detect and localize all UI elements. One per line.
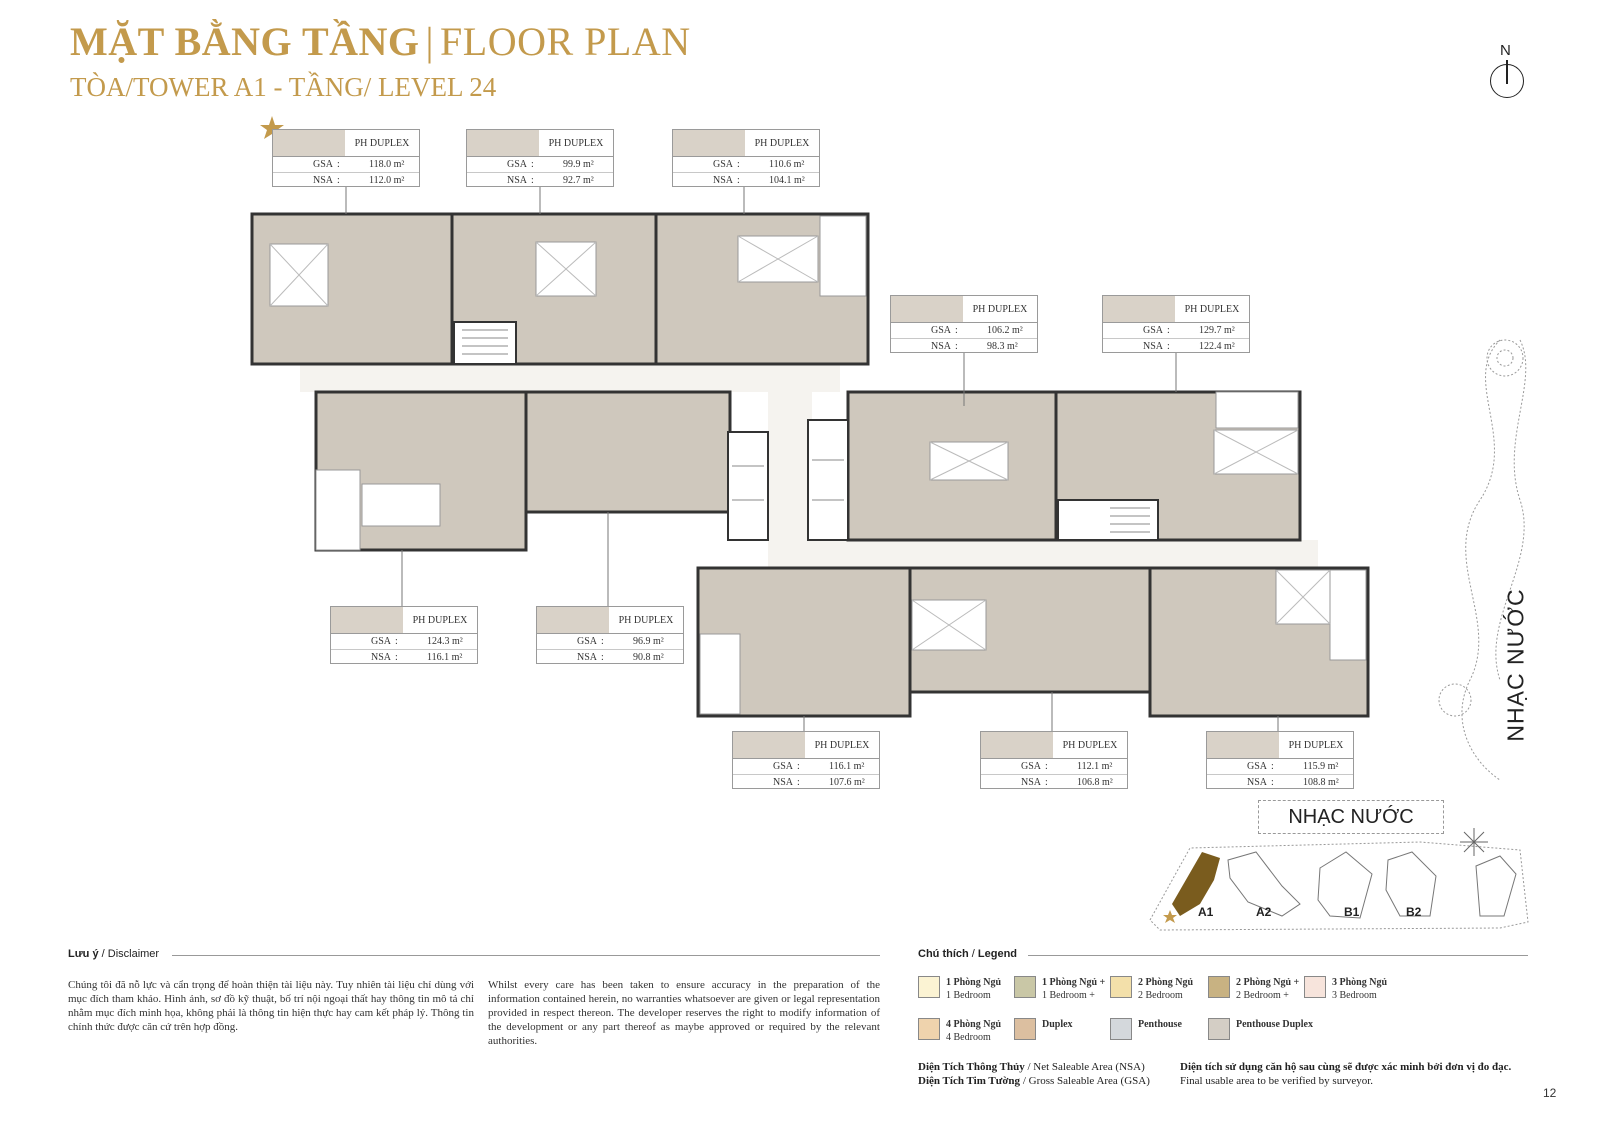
- disclaimer-text-en: Whilst every care has been taken to ensure accuracy in the preparation of the information contained herein, no warranties whatsoever are given or legal representation provided in respect thereon. The developer reserves the right to modify information of the development or any part thereof as maybe approved or required by the relevant authorities.: [488, 979, 880, 1047]
- key-label-b2: B2: [1406, 905, 1422, 919]
- gsa-value: 124.3 m²: [427, 636, 463, 647]
- legend-item-en: 1 Bedroom: [946, 990, 991, 1001]
- void: [362, 484, 440, 526]
- nsa-label: NSA: [1020, 777, 1041, 788]
- legend-swatch: [1208, 1018, 1230, 1040]
- gsa-label: GSA: [312, 159, 333, 170]
- legend-item-en: 4 Bedroom: [946, 1032, 991, 1043]
- disclaimer-heading-sep: /: [98, 948, 108, 960]
- corridor: [768, 540, 1318, 570]
- north-label: N: [1500, 42, 1511, 59]
- gsa-label: GSA: [506, 159, 527, 170]
- disclaimer-heading: [68, 948, 159, 960]
- gsa-value: 110.6 m²: [769, 159, 805, 170]
- unit-type: PH DUPLEX: [1288, 739, 1344, 751]
- unit-type: PH DUPLEX: [412, 614, 468, 626]
- divider: [172, 955, 880, 956]
- fountain-ring: [1487, 340, 1523, 376]
- legend-item-vi: 2 Phòng Ngủ +: [1236, 977, 1300, 988]
- gsa-value: 96.9 m²: [633, 636, 664, 647]
- area-note-final: [1180, 1060, 1511, 1088]
- gsa-label: GSA: [1142, 325, 1163, 336]
- nsa-value: 98.3 m²: [987, 341, 1018, 352]
- gsa-value: 99.9 m²: [563, 159, 594, 170]
- legend-swatch: [1304, 976, 1326, 998]
- void: [316, 470, 360, 550]
- final-area-note-en: Final usable area to be verified by surveyor.: [1180, 1075, 1374, 1087]
- unit-type: PH DUPLEX: [1184, 303, 1240, 315]
- fountain-label-vertical: [1496, 590, 1536, 740]
- void: [1330, 570, 1366, 660]
- unit-label: PH DUPLEX GSA : 106.2 m² NSA : 98.3 m²: [890, 295, 1038, 353]
- unit-type: PH DUPLEX: [814, 739, 870, 751]
- gsa-definition-en: / Gross Saleable Area (GSA): [1020, 1075, 1150, 1087]
- legend-item-vi: 4 Phòng Ngủ: [946, 1019, 1002, 1030]
- nsa-value: 112.0 m²: [369, 175, 405, 186]
- legend-item: [1014, 1018, 1073, 1040]
- legend-item-en: 3 Bedroom: [1332, 990, 1377, 1001]
- unit-label: PH DUPLEX GSA : 99.9 m² NSA : 92.7 m²: [466, 129, 614, 187]
- nsa-value: 106.8 m²: [1077, 777, 1113, 788]
- nsa-label: NSA: [506, 175, 527, 186]
- legend-item-en: 2 Bedroom +: [1236, 990, 1289, 1001]
- key-label-a2: A2: [1256, 905, 1272, 919]
- disclaimer-heading-vi: Lưu ý: [68, 948, 99, 960]
- unit-label: PH DUPLEX GSA : 96.9 m² NSA : 90.8 m²: [536, 606, 684, 664]
- legend-swatch: [918, 976, 940, 998]
- unit-type: PH DUPLEX: [972, 303, 1028, 315]
- unit-type: PH DUPLEX: [618, 614, 674, 626]
- unit-block: [526, 392, 730, 512]
- lift-core: [728, 432, 768, 540]
- unit-label: PH DUPLEX GSA : 115.9 m² NSA : 108.8 m²: [1206, 731, 1354, 789]
- nsa-label: NSA: [312, 175, 333, 186]
- legend-item: [1014, 976, 1105, 1002]
- legend-swatch: [1014, 976, 1036, 998]
- legend-item: [1208, 976, 1299, 1002]
- void: [1216, 392, 1298, 428]
- nsa-definition-en: / Net Saleable Area (NSA): [1024, 1061, 1145, 1073]
- gsa-label: GSA: [576, 636, 597, 647]
- void: [820, 216, 866, 296]
- legend-item: [918, 976, 1001, 1002]
- legend-item-vi: 2 Phòng Ngủ: [1138, 977, 1194, 988]
- gsa-value: 106.2 m²: [987, 325, 1023, 336]
- legend-swatch: [1110, 976, 1132, 998]
- key-label-b1: B1: [1344, 905, 1360, 919]
- nsa-value: 90.8 m²: [633, 652, 664, 663]
- title-vi: MẶT BẰNG TẦNG: [70, 19, 420, 64]
- legend-item-vi: Penthouse Duplex: [1236, 1019, 1313, 1030]
- legend-heading-en: Legend: [977, 948, 1018, 960]
- gsa-value: 115.9 m²: [1303, 761, 1339, 772]
- fountain-outline: [1462, 340, 1500, 780]
- gsa-label: GSA: [1246, 761, 1267, 772]
- title-en: FLOOR PLAN: [440, 19, 691, 64]
- nsa-value: 122.4 m²: [1199, 341, 1235, 352]
- lift-core: [808, 420, 848, 540]
- gsa-label: GSA: [930, 325, 951, 336]
- legend-item: [918, 1018, 1001, 1044]
- nsa-definition-vi: Diện Tích Thông Thủy: [918, 1061, 1025, 1073]
- nsa-value: 92.7 m²: [563, 175, 594, 186]
- legend-item-en: 1 Bedroom +: [1042, 990, 1095, 1001]
- corridor: [300, 364, 840, 392]
- legend-heading-vi: Chú thích: [918, 948, 969, 960]
- disclaimer-heading-en: Disclaimer: [107, 948, 160, 960]
- gsa-value: 112.1 m²: [1077, 761, 1113, 772]
- unit-label: PH DUPLEX GSA : 110.6 m² NSA : 104.1 m²: [672, 129, 820, 187]
- legend-item: [1110, 1018, 1182, 1040]
- divider: [1028, 955, 1528, 956]
- unit-type: PH DUPLEX: [548, 137, 604, 149]
- nsa-value: 116.1 m²: [427, 652, 463, 663]
- legend-item: [1208, 1018, 1313, 1040]
- gsa-label: GSA: [370, 636, 391, 647]
- page-subtitle: TÒA/TOWER A1 - TẦNG/ LEVEL 24: [70, 72, 497, 102]
- gsa-label: GSA: [772, 761, 793, 772]
- key-star-icon: [1163, 910, 1177, 923]
- title-separator: |: [425, 19, 435, 64]
- fountain-label-text: NHẠC NƯỚC: [1502, 588, 1529, 742]
- gsa-definition-vi: Diện Tích Tim Tường: [918, 1075, 1021, 1087]
- fountain-label-box: NHẠC NƯỚC: [1258, 800, 1444, 834]
- nsa-label: NSA: [712, 175, 733, 186]
- nsa-value: 104.1 m²: [769, 175, 805, 186]
- legend-item-vi: 3 Phòng Ngủ: [1332, 977, 1388, 988]
- legend-swatch: [1208, 976, 1230, 998]
- legend-heading-sep: /: [968, 948, 978, 960]
- disclaimer-text-vi: Chúng tôi đã nỗ lực và cẩn trọng để hoàn thiện tài liệu này. Tuy nhiên tài liệu chỉ dùng với mục đích tham khảo. Hình ảnh, sơ đồ kỹ thuật, bố trí nội ngoại thất hay thông tin mô tả chỉ nhằm mục đích minh họa, không phải là thông tin hiện thực hay cam kết pháp lý. Thông tin chính thức được căn cứ trên hợp đồng.: [68, 979, 474, 1033]
- void: [700, 634, 740, 714]
- unit-label: PH DUPLEX GSA : 116.1 m² NSA : 107.6 m²: [732, 731, 880, 789]
- legend-swatch: [1014, 1018, 1036, 1040]
- final-area-note-vi: Diện tích sử dụng căn hộ sau cùng sẽ được xác minh bởi đơn vị đo đạc.: [1180, 1061, 1512, 1073]
- nsa-label: NSA: [370, 652, 391, 663]
- unit-type: PH DUPLEX: [1062, 739, 1118, 751]
- stair-core: [454, 322, 516, 364]
- legend-item-en: 2 Bedroom: [1138, 990, 1183, 1001]
- area-note-definitions: [918, 1060, 1150, 1088]
- unit-label: PH DUPLEX GSA : 112.1 m² NSA : 106.8 m²: [980, 731, 1128, 789]
- tower-outline-c: [1476, 856, 1516, 916]
- legend-swatch: [1110, 1018, 1132, 1040]
- nsa-label: NSA: [930, 341, 951, 352]
- nsa-label: NSA: [1142, 341, 1163, 352]
- gsa-value: 118.0 m²: [369, 159, 405, 170]
- legend-item: [1304, 976, 1387, 1002]
- nsa-value: 107.6 m²: [829, 777, 865, 788]
- legend-item-vi: Penthouse: [1138, 1019, 1182, 1030]
- nsa-value: 108.8 m²: [1303, 777, 1339, 788]
- key-compass-icon: [1460, 828, 1488, 856]
- nsa-label: NSA: [1246, 777, 1267, 788]
- unit-label: PH DUPLEX GSA : 118.0 m² NSA : 112.0 m²: [272, 129, 420, 187]
- unit-label: PH DUPLEX GSA : 129.7 m² NSA : 122.4 m²: [1102, 295, 1250, 353]
- unit-type: PH DUPLEX: [354, 137, 410, 149]
- legend-item: [1110, 976, 1193, 1002]
- key-label-a1: A1: [1198, 905, 1214, 919]
- page-number: 12: [1543, 1086, 1557, 1100]
- unit-label: PH DUPLEX GSA : 124.3 m² NSA : 116.1 m²: [330, 606, 478, 664]
- legend-item-vi: 1 Phòng Ngủ +: [1042, 977, 1106, 988]
- gsa-label: GSA: [1020, 761, 1041, 772]
- gsa-value: 116.1 m²: [829, 761, 865, 772]
- fountain-ring: [1497, 350, 1513, 366]
- stair-core: [1058, 500, 1158, 540]
- gsa-label: GSA: [712, 159, 733, 170]
- fountain-ring: [1439, 684, 1471, 716]
- legend-item-vi: 1 Phòng Ngủ: [946, 977, 1002, 988]
- nsa-label: NSA: [772, 777, 793, 788]
- unit-type: PH DUPLEX: [754, 137, 810, 149]
- legend-item-vi: Duplex: [1042, 1019, 1073, 1030]
- legend-swatch: [918, 1018, 940, 1040]
- nsa-label: NSA: [576, 652, 597, 663]
- legend-heading: [918, 948, 1017, 960]
- gsa-value: 129.7 m²: [1199, 325, 1235, 336]
